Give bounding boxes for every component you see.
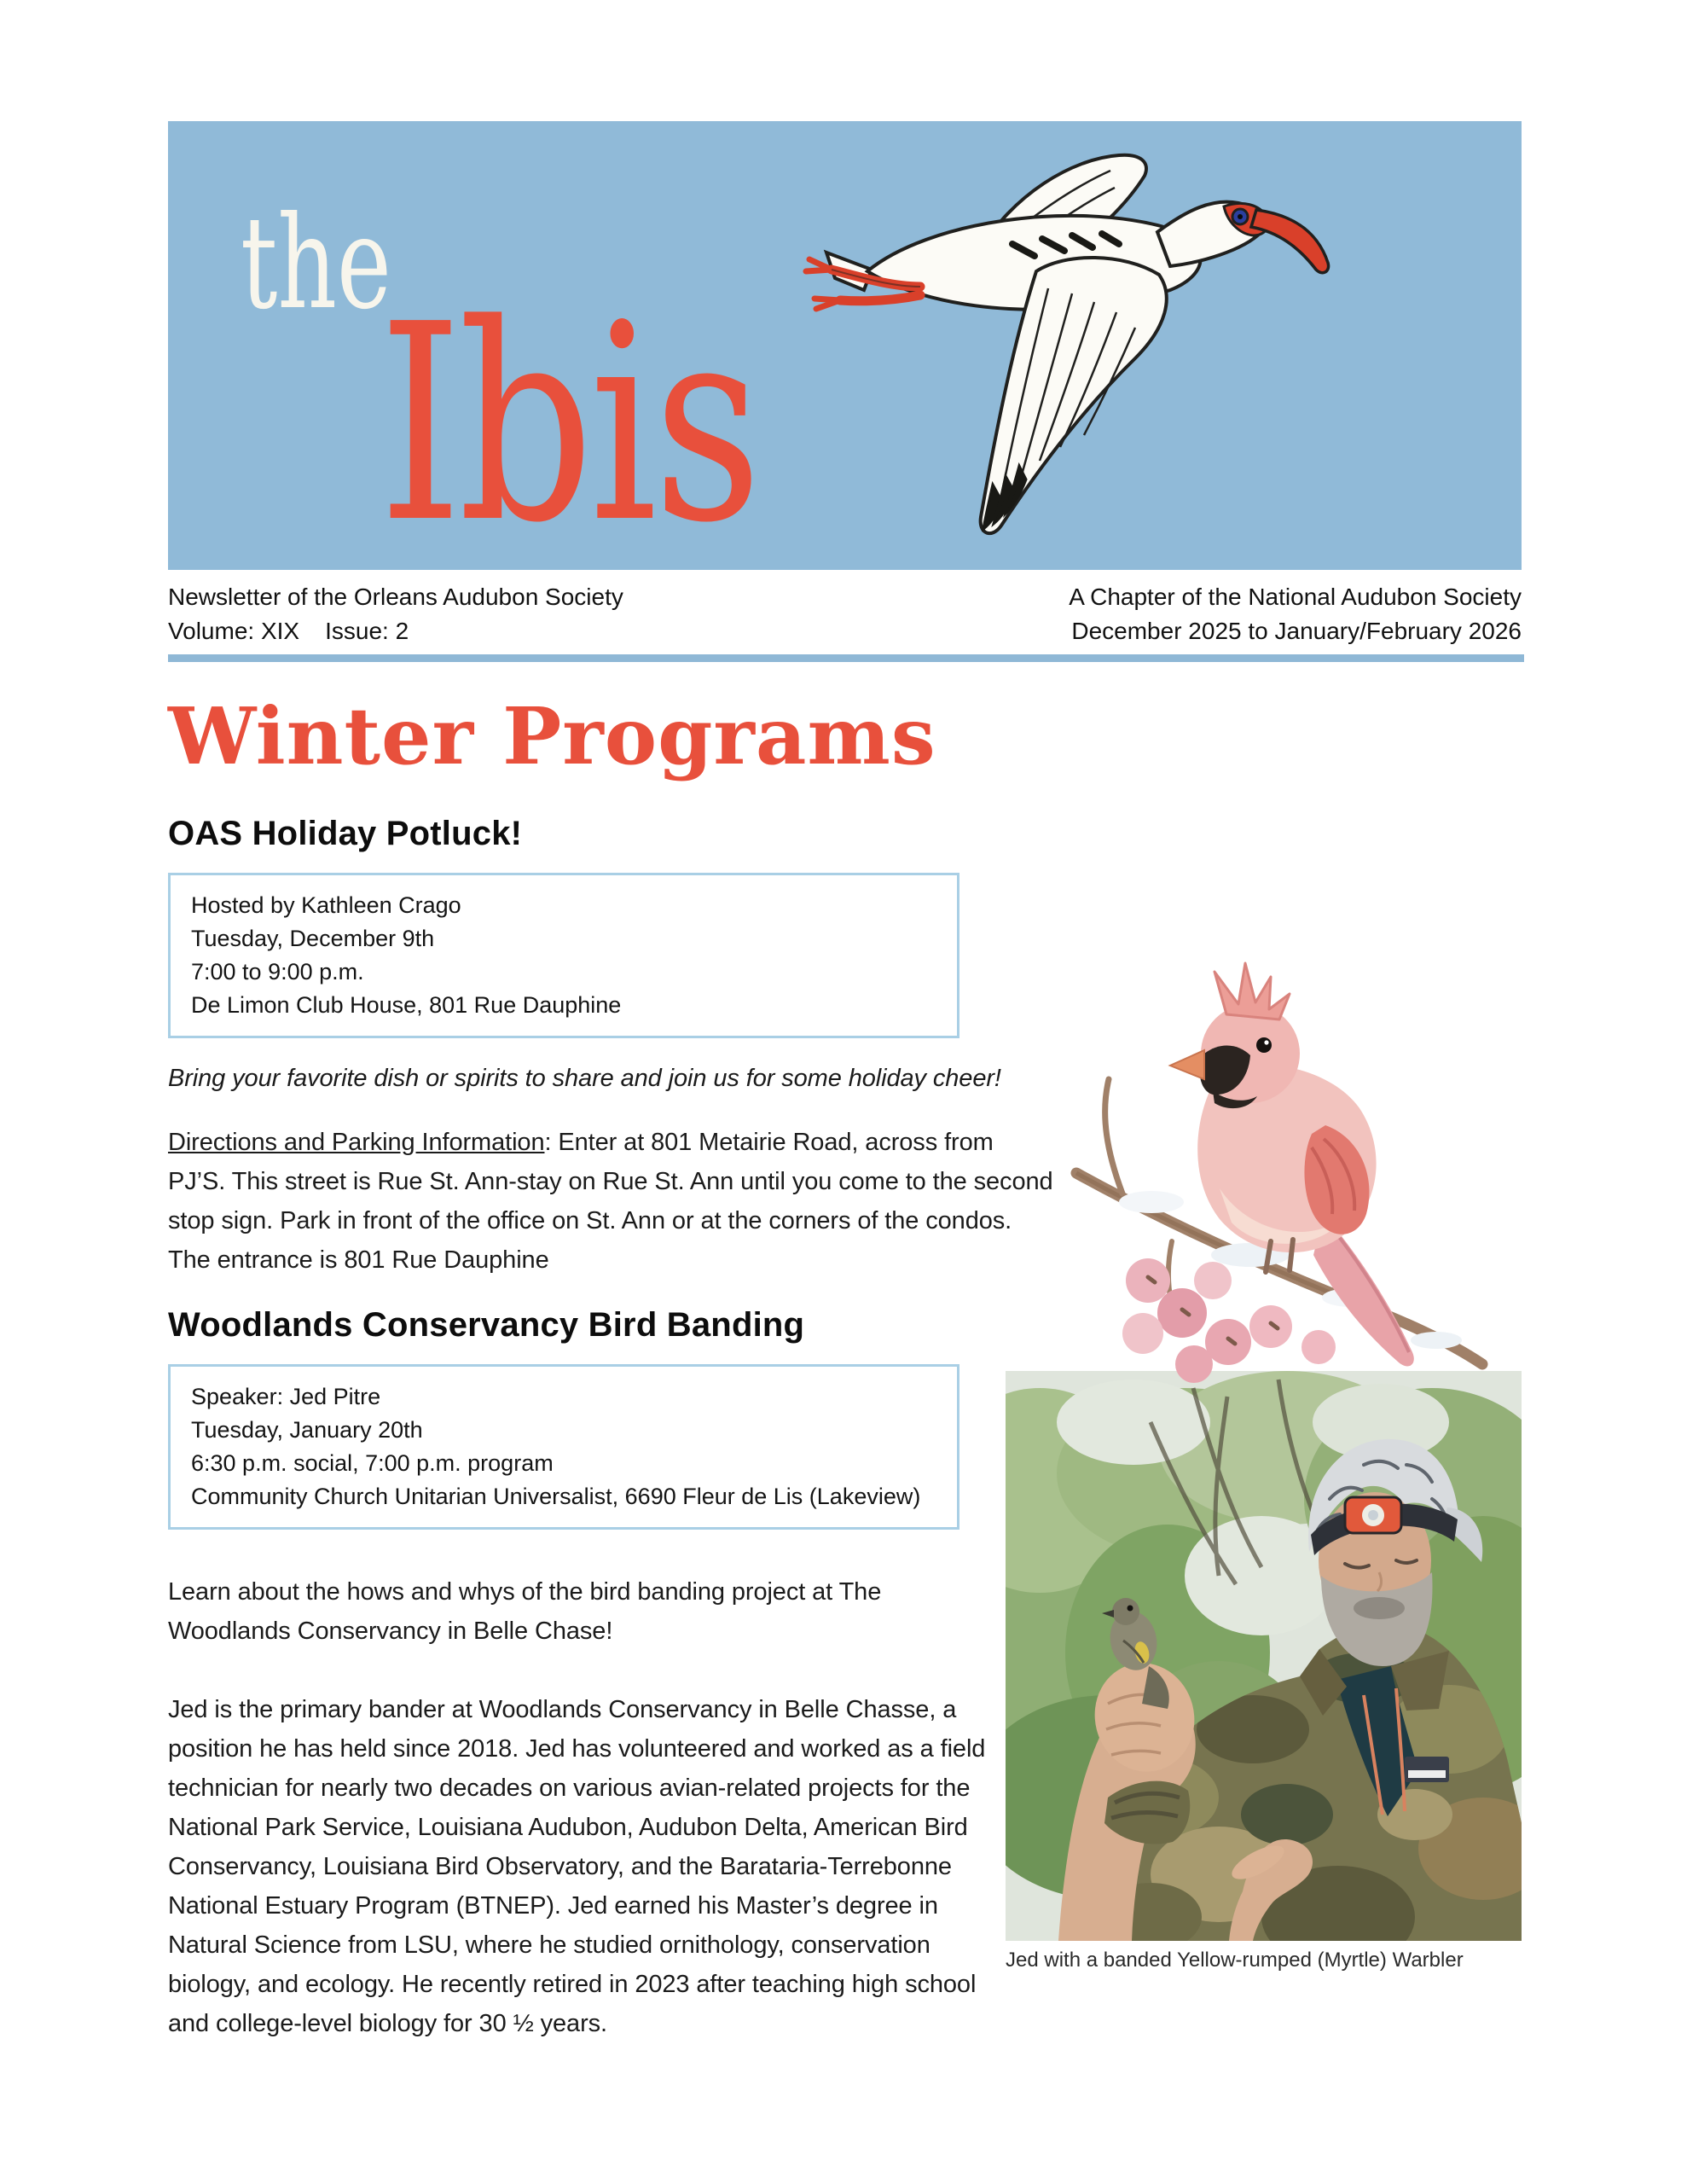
directions-link-text: Directions and Parking Information xyxy=(168,1128,545,1156)
issue-info-right xyxy=(1069,580,1522,648)
potluck-event-box xyxy=(168,873,959,1038)
volume-label: Volume: XIX xyxy=(168,618,300,644)
section-holiday-potluck xyxy=(168,813,1522,1280)
main-content xyxy=(168,690,1522,2068)
potluck-heading: OAS Holiday Potluck! xyxy=(168,814,523,852)
chapter-line: A Chapter of the National Audubon Society xyxy=(1069,584,1522,610)
cardinal-illustration-icon xyxy=(1070,932,1489,1400)
masthead xyxy=(168,121,1522,582)
event-location: De Limon Club House, 801 Rue Dauphine xyxy=(191,991,622,1018)
banding-event-box xyxy=(168,1364,959,1530)
jed-photo xyxy=(1006,1371,1522,1941)
photo-caption: Jed with a banded Yellow-rumped (Myrtle) Warbler xyxy=(1006,1948,1464,1972)
issue-info-left xyxy=(168,580,623,648)
event-host: Hosted by Kathleen Crago xyxy=(191,892,461,918)
page-title: Winter Programs xyxy=(168,690,936,782)
event-time: 7:00 to 9:00 p.m. xyxy=(191,958,364,985)
event-time: 6:30 p.m. social, 7:00 p.m. program xyxy=(191,1449,554,1476)
event-date: Tuesday, January 20th xyxy=(191,1416,423,1443)
event-location: Community Church Unitarian Universalist, 6690 Fleur de Lis (Lakeview) xyxy=(191,1483,921,1509)
banding-body xyxy=(168,1364,1522,2068)
potluck-invitation: Bring your favorite dish or spirits to share and join us for some holiday cheer! xyxy=(168,1064,1001,1092)
date-range-line: December 2025 to January/February 2026 xyxy=(1071,618,1522,644)
banding-intro-paragraph: Learn about the hows and whys of the bird banding project at The Woodlands Conservancy in Belle Chase! xyxy=(168,1577,882,1645)
banding-heading: Woodlands Conservancy Bird Banding xyxy=(168,1305,805,1344)
header-divider xyxy=(168,654,1524,662)
issue-label: Issue: 2 xyxy=(325,618,409,644)
potluck-directions xyxy=(168,1123,1057,1280)
masthead-ibis-title: Ibis xyxy=(379,266,758,582)
section-bird-banding xyxy=(168,1304,1522,2068)
event-speaker: Speaker: Jed Pitre xyxy=(191,1383,381,1409)
masthead-the: the xyxy=(241,189,391,338)
event-date: Tuesday, December 9th xyxy=(191,925,435,951)
ibis-illustration-icon xyxy=(612,143,1336,555)
banding-figure xyxy=(1006,1371,1522,1973)
newsletter-subtitle: Newsletter of the Orleans Audubon Society xyxy=(168,584,623,610)
directions-text: : Enter at 801 Metairie Road, across from PJ’S. This street is Rue St. Ann-stay on Rue St. Ann until you come to the second stop sign. Park in front of the office on St. Ann or at the corners of the condos. The entrance is 801 Rue Dauphine xyxy=(168,1128,1053,1274)
banding-bio-paragraph: Jed is the primary bander at Woodlands Conservancy in Belle Chasse, a position he has held since 2018. Jed has volunteered and worked as a field technician for nearly two decades on various avian-related projects for the National Park Service, Louisiana Audubon, Audubon Delta, American Bird Conservancy, Louisiana Bird Observatory, and the Barataria-Terrebonne National Estuary Program (BTNEP). Jed earned his Master’s degree in Natural Science from LSU, where he studied ornithology, conservation biology, and ecology. He recently retired in 2023 after teaching high school and college-level biology for 30 ½ years. xyxy=(168,1695,986,2037)
volume-issue-line xyxy=(168,614,623,648)
